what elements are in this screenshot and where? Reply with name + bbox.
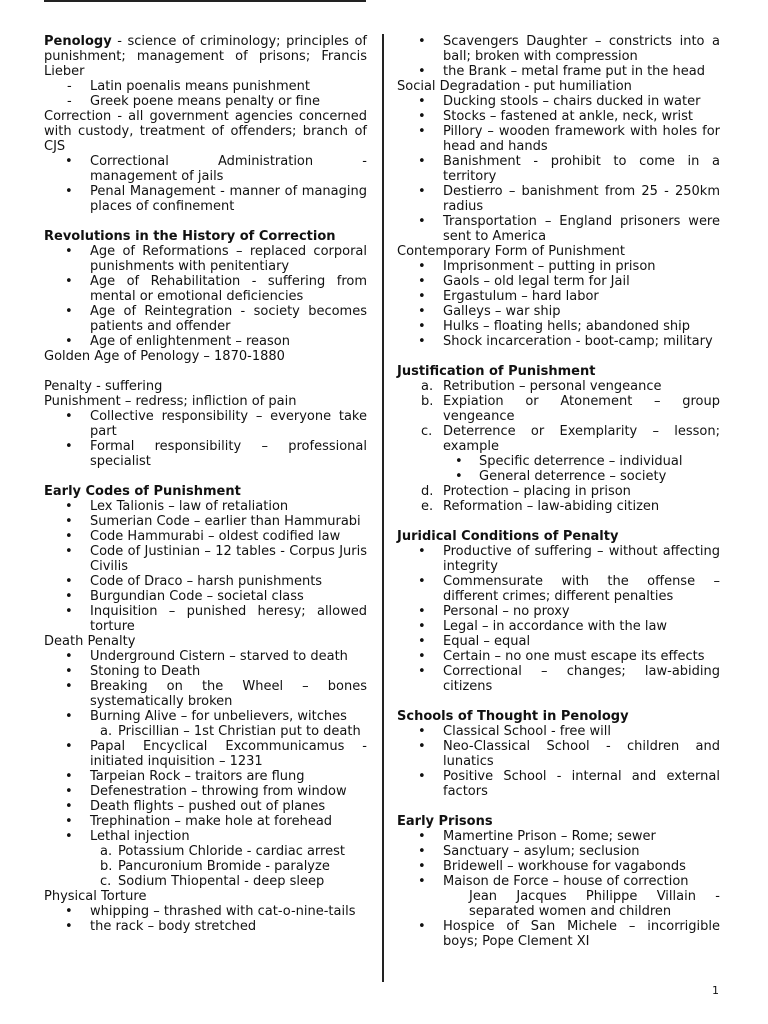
early-codes-list: [44, 499, 367, 634]
list-item: • Hospice of San Michele – incorrigible boys; Pope Clement XI: [397, 919, 720, 949]
justification-list: [397, 379, 720, 454]
list-item: • Scavengers Daughter – constricts into a ball; broken with compression: [397, 34, 720, 64]
deterrence-sublist: [397, 454, 720, 484]
maison-note: Jean Jacques Philippe Villain - separated women and children: [469, 889, 720, 919]
list-item: • Age of Reformations – replaced corporal punishments with penitentiary: [44, 244, 367, 274]
list-item: • whipping – thrashed with cat-o-nine-tails: [44, 904, 367, 919]
revolutions-list: [44, 244, 367, 349]
list-item: • Transportation – England prisoners were sent to America: [397, 214, 720, 244]
list-item: • Trephination – make hole at forehead: [44, 814, 367, 829]
death-penalty-list-continued: [44, 739, 367, 844]
left-column: [44, 34, 367, 934]
list-item: • General deterrence – society: [397, 469, 720, 484]
list-item: • Legal – in accordance with the law: [397, 619, 720, 634]
social-degradation-list: [397, 94, 720, 244]
list-item: • Burning Alive – for unbelievers, witches: [44, 709, 367, 724]
list-item: • Formal responsibility – professional specialist: [44, 439, 367, 469]
list-item: • Lex Talionis – law of retaliation: [44, 499, 367, 514]
list-item: • Code of Draco – harsh punishments: [44, 574, 367, 589]
torture-list-continued: [397, 34, 720, 79]
list-item: e. Reformation – law-abiding citizen: [421, 499, 660, 514]
section-heading-early-prisons: Early Prisons: [397, 814, 493, 829]
penalty-line: Penalty - suffering: [44, 379, 163, 394]
list-item: • Burgundian Code – societal class: [44, 589, 367, 604]
list-item: • Inquisition – punished heresy; allowed torture: [44, 604, 367, 634]
death-penalty-list: [44, 649, 367, 724]
list-item: • Defenestration – throwing from window: [44, 784, 367, 799]
burning-sublist: [44, 724, 367, 739]
correction-definition: Correction - all government agencies concerned with custody, treatment of offenders; branch of CJS: [44, 109, 367, 154]
section-heading-social-degradation: Social Degradation - put humiliation: [397, 79, 632, 94]
golden-age: Golden Age of Penology – 1870-1880: [44, 349, 285, 364]
physical-torture-list: [44, 904, 367, 934]
list-item: c. Sodium Thiopental - deep sleep: [100, 874, 325, 889]
list-item: • Code of Justinian – 12 tables - Corpus Juris Civilis: [44, 544, 367, 574]
list-item: • Pillory – wooden framework with holes for head and hands: [397, 124, 720, 154]
schools-list: [397, 724, 720, 799]
list-item: • Correctional Administration - management of jails: [44, 154, 367, 184]
list-item: • Stoning to Death: [44, 664, 367, 679]
list-item: • Banishment - prohibit to come in a territory: [397, 154, 720, 184]
penology-roots-list: [44, 79, 367, 109]
list-item: b. Pancuronium Bromide - paralyze: [100, 859, 330, 874]
list-item: • Mamertine Prison – Rome; sewer: [397, 829, 720, 844]
list-item: • Tarpeian Rock – traitors are flung: [44, 769, 367, 784]
list-item: • Imprisonment – putting in prison: [397, 259, 720, 274]
page-number: 1: [712, 984, 719, 997]
list-item: • Stocks – fastened at ankle, neck, wrist: [397, 109, 720, 124]
list-item: • Equal – equal: [397, 634, 720, 649]
section-heading-physical-torture: Physical Torture: [44, 889, 147, 904]
list-item: d. Protection – placing in prison: [421, 484, 631, 499]
list-item: • the rack – body stretched: [44, 919, 367, 934]
list-item: • Ducking stools – chairs ducked in water: [397, 94, 720, 109]
list-item: • Classical School - free will: [397, 724, 720, 739]
top-rule: [44, 0, 366, 2]
list-item: • Personal – no proxy: [397, 604, 720, 619]
section-heading-juridical: Juridical Conditions of Penalty: [397, 529, 619, 544]
list-item: • Breaking on the Wheel – bones systematically broken: [44, 679, 367, 709]
list-item: • Neo-Classical School - children and lunatics: [397, 739, 720, 769]
list-item: • Age of Rehabilitation - suffering from mental or emotional deficiencies: [44, 274, 367, 304]
list-item: • Bridewell – workhouse for vagabonds: [397, 859, 720, 874]
list-item: b. Expiation or Atonement – group vengeance: [421, 394, 720, 424]
contemporary-list: [397, 259, 720, 349]
list-item: • Sumerian Code – earlier than Hammurabi: [44, 514, 367, 529]
penology-definition: Penology - science of criminology; principles of punishment; management of prisons; Francis Lieber: [44, 34, 367, 79]
early-prisons-list-continued: [397, 919, 720, 949]
section-heading-revolutions: Revolutions in the History of Correction: [44, 229, 336, 244]
correction-list: [44, 154, 367, 214]
list-item: c. Deterrence or Exemplarity – lesson; example: [421, 424, 720, 454]
responsibility-list: [44, 409, 367, 469]
list-item: • Collective responsibility – everyone take part: [44, 409, 367, 439]
list-item: • Galleys – war ship: [397, 304, 720, 319]
list-item: • Code Hammurabi – oldest codified law: [44, 529, 367, 544]
section-heading-early-codes: Early Codes of Punishment: [44, 484, 241, 499]
juridical-list: [397, 544, 720, 694]
list-item: - Latin poenalis means punishment: [44, 79, 367, 94]
list-item: • Specific deterrence – individual: [397, 454, 720, 469]
column-divider: [382, 34, 384, 982]
penology-term: Penology: [44, 34, 112, 49]
list-item: • Hulks – floating hells; abandoned ship: [397, 319, 720, 334]
list-item: • Age of enlightenment – reason: [44, 334, 367, 349]
list-item: • Destierro – banishment from 25 - 250km radius: [397, 184, 720, 214]
section-heading-death-penalty: Death Penalty: [44, 634, 136, 649]
punishment-line: Punishment – redress; infliction of pain: [44, 394, 297, 409]
list-item: • Shock incarceration - boot-camp; military: [397, 334, 720, 349]
list-item: • Ergastulum – hard labor: [397, 289, 720, 304]
list-item: • Maison de Force – house of correction: [397, 874, 720, 889]
list-item: • Productive of suffering – without affecting integrity: [397, 544, 720, 574]
list-item: • Lethal injection: [44, 829, 367, 844]
list-item: • the Brank – metal frame put in the head: [397, 64, 720, 79]
list-item: • Gaols – old legal term for Jail: [397, 274, 720, 289]
early-prisons-list: [397, 829, 720, 889]
list-item: • Sanctuary – asylum; seclusion: [397, 844, 720, 859]
list-item: • Correctional – changes; law-abiding citizens: [397, 664, 720, 694]
list-item: • Penal Management - manner of managing places of confinement: [44, 184, 367, 214]
list-item: • Positive School - internal and external factors: [397, 769, 720, 799]
section-heading-schools: Schools of Thought in Penology: [397, 709, 629, 724]
list-item: • Age of Reintegration - society becomes patients and offender: [44, 304, 367, 334]
list-item: • Certain – no one must escape its effects: [397, 649, 720, 664]
list-item: a. Priscillian – 1st Christian put to death: [100, 724, 361, 739]
list-item: a. Potassium Chloride - cardiac arrest: [100, 844, 345, 859]
list-item: • Commensurate with the offense – different crimes; different penalties: [397, 574, 720, 604]
justification-list-continued: [397, 484, 720, 514]
list-item: - Greek poene means penalty or fine: [44, 94, 367, 109]
lethal-injection-sublist: [44, 844, 367, 889]
list-item: • Papal Encyclical Excommunicamus - initiated inquisition – 1231: [44, 739, 367, 769]
list-item: • Death flights – pushed out of planes: [44, 799, 367, 814]
right-column: [397, 34, 720, 949]
list-item: • Underground Cistern – starved to death: [44, 649, 367, 664]
section-heading-contemporary: Contemporary Form of Punishment: [397, 244, 625, 259]
section-heading-justification: Justification of Punishment: [397, 364, 596, 379]
list-item: a. Retribution – personal vengeance: [421, 379, 662, 394]
